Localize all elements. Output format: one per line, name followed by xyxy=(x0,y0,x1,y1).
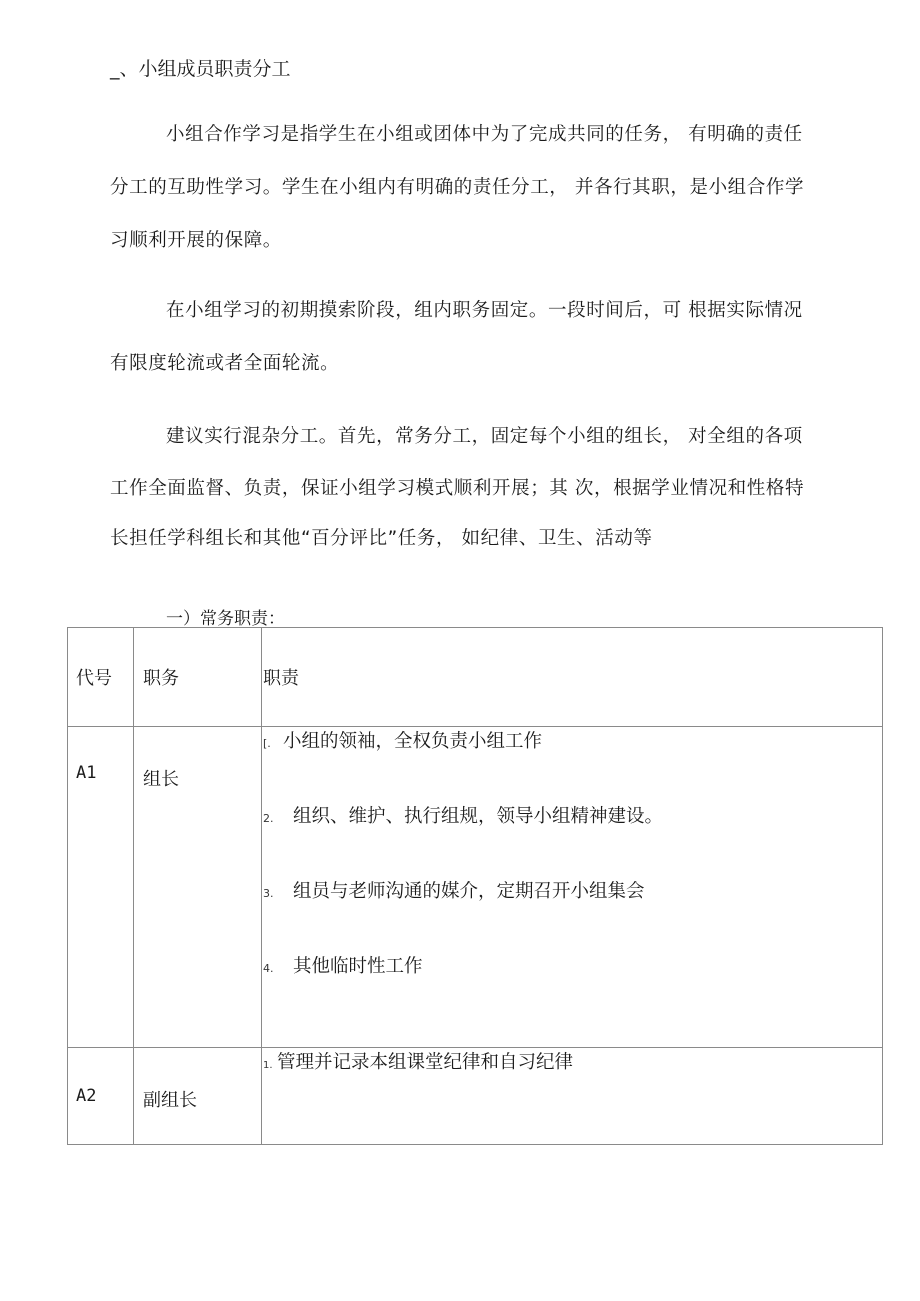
duty-text: 组员与老师沟通的媒介，定期召开小组集会 xyxy=(293,881,645,902)
subheading-regular-duties: 一）常务职责： xyxy=(166,609,285,629)
paragraph-1-line-2: 分工的互助性学习。学生在小组内有明确的责任分工， 并各行其职，是小组合作学 xyxy=(110,177,805,198)
duty-item xyxy=(263,1048,882,1074)
paragraph-2-line-2: 有限度轮流或者全面轮流。 xyxy=(110,353,340,374)
duty-text: 组织、维护、执行组规，领导小组精神建设。 xyxy=(293,806,664,827)
duties-table xyxy=(67,627,883,1145)
role-title: 副组长 xyxy=(143,1090,197,1111)
duty-index: 1. xyxy=(263,1060,273,1071)
duty-item xyxy=(263,877,882,952)
duty-index: [. xyxy=(263,737,271,750)
paragraph-1-line-3: 习顺利开展的保障。 xyxy=(110,230,282,251)
duty-text: 小组的领袖，全权负责小组工作 xyxy=(283,731,543,752)
duty-index: 4. xyxy=(263,962,274,975)
paragraph-3-line-2: 工作全面监督、负责，保证小组学习模式顺利开展；其 次，根据学业情况和性格特 xyxy=(110,478,805,499)
role-code: A1 xyxy=(76,763,97,783)
duty-item xyxy=(263,727,882,802)
paragraph-3-line-3: 长担任学科组长和其他“百分评比”任务， 如纪律、卫生、活动等 xyxy=(110,528,653,549)
table-row xyxy=(68,727,883,1048)
duty-list xyxy=(263,1048,882,1074)
table-header-row xyxy=(68,628,883,727)
table-row xyxy=(68,1048,883,1145)
paragraph-1-line-1: 小组合作学习是指学生在小组或团体中为了完成共同的任务， 有明确的责任 xyxy=(166,124,803,145)
duty-index: 3. xyxy=(263,887,274,900)
duty-item xyxy=(263,952,882,1027)
paragraph-3-line-1: 建议实行混杂分工。首先，常务分工，固定每个小组的组长， 对全组的各项 xyxy=(166,426,803,447)
header-code: 代号 xyxy=(68,628,134,727)
duty-list xyxy=(263,727,882,1027)
section-heading: _、小组成员职责分工 xyxy=(110,58,291,80)
header-role: 职务 xyxy=(134,628,262,727)
duty-item xyxy=(263,802,882,877)
role-code: A2 xyxy=(76,1086,97,1106)
duty-text: 管理并记录本组课堂纪律和自习纪律 xyxy=(277,1052,574,1073)
duty-index: 2. xyxy=(263,812,274,825)
duty-text: 其他临时性工作 xyxy=(293,956,423,977)
role-title: 组长 xyxy=(143,769,179,790)
paragraph-2-line-1: 在小组学习的初期摸索阶段，组内职务固定。一段时间后，可 根据实际情况 xyxy=(166,300,803,321)
header-duties: 职责 xyxy=(262,628,883,727)
